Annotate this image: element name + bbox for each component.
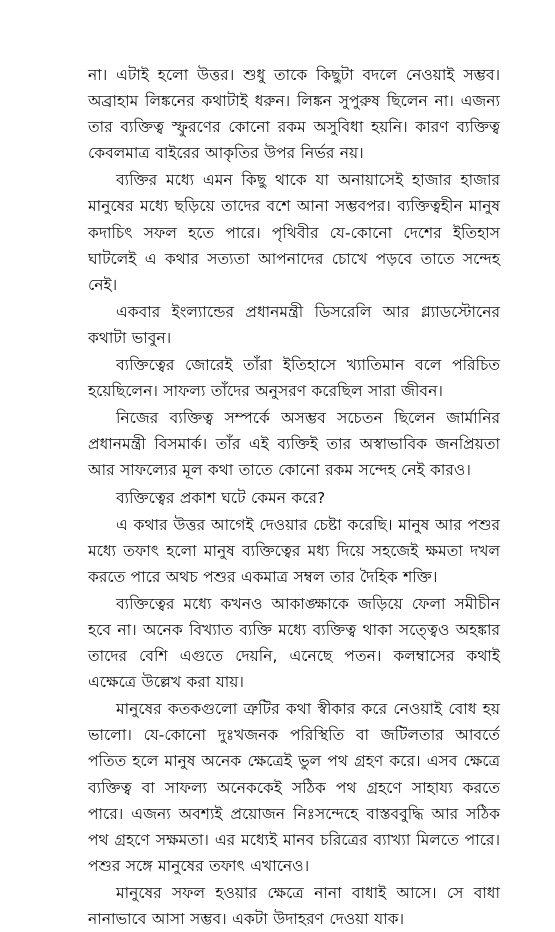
paragraph-10: মানুষের সফল হওয়ার ক্ষেত্রে নানা বাধাই আসে। সে বাধা নানাভাবে আসা সম্ভব। একটা উদাহরণ দেওয়া যাক। bbox=[88, 883, 500, 928]
paragraph-8: ব্যক্তিত্বের মধ্যে কখনও আকাঙ্ক্ষাকে জড়িয়ে ফেলা সমীচীন হবে না। অনেক বিখ্যাত ব্যক্তি মধ্যে ব্যক্তিত্ব থাকা সত্ত্বেও অহঙ্কার তাদের বেশি এগুতে দেয়নি, এনেছে পতন। কলম্বাসের কথাই এক্ষেত্রে উল্লেখ করা যায়। bbox=[88, 594, 500, 692]
paragraph-3: একবার ইংল্যান্ডের প্রধানমন্ত্রী ডিসরেলি আর গ্ল্যাডস্টোনের কথাটা ভাবুন। bbox=[88, 302, 500, 347]
body-text bbox=[88, 62, 500, 932]
paragraph-2: ব্যক্তির মধ্যে এমন কিছু থাকে যা অনায়াসেই হাজার হাজার মানুষের মধ্যে ছড়িয়ে তাদের বশে আনা সম্ভবপর। ব্যক্তিত্বহীন মানুষ কদাচিৎ সফল হতে পারে। পৃথিবীর যে-কোনো দেশের ইতিহাস ঘাটলেই এ কথার সত্যতা আপনাদের চোখে পড়বে তাতে সন্দেহ নেই। bbox=[88, 171, 500, 294]
paragraph-7: এ কথার উত্তর আগেই দেওয়ার চেষ্টা করেছি। মানুষ আর পশুর মধ্যে তফাৎ হলো মানুষ ব্যক্তিত্বের মধ্য দিয়ে সহজেই ক্ষমতা দখল করতে পারে অথচ পশুর একমাত্র সম্বল তার দৈহিক শক্তি। bbox=[88, 515, 500, 586]
paragraph-9: মানুষের কতকগুলো ত্রুটির কথা স্বীকার করে নেওয়াই বোধ হয় ভালো। যে-কোনো দুঃখজনক পরিস্থিতি বা জটিলতার আবর্তে পতিত হলে মানুষ অনেক ক্ষেত্রেই ভুল পথ গ্রহণ করে। এসব ক্ষেত্রে ব্যক্তিত্ব বা সাফল্য অনেককেই সঠিক পথ গ্রহণে সাহায্য করতে পারে। এজন্য অবশ্যই প্রয়োজন নিঃসন্দেহে বাস্তববুদ্ধি আর সঠিক পথ গ্রহণে সক্ষমতা। এর মধ্যেই মানব চরিত্রের ব্যাখ্যা মিলতে পারে। পশুর সঙ্গে মানুষের তফাৎ এখানেও। bbox=[88, 700, 500, 875]
paragraph-6: ব্যক্তিত্বের প্রকাশ ঘটে কেমন করে? bbox=[116, 488, 326, 507]
paragraph-5: নিজের ব্যক্তিত্ব সম্পর্কে অসম্ভব সচেতন ছিলেন জার্মানির প্রধানমন্ত্রী বিসমার্ক। তাঁর এই ব্যক্তিই তার অস্বাভাবিক জনপ্রিয়তা আর সাফল্যের মূল কথা তাতে কোনো রকম সন্দেহ নেই কারও। bbox=[88, 409, 500, 480]
paragraph-1: না। এটাই হলো উত্তর। শুধু তাকে কিছুটা বদলে নেওয়াই সম্ভব। অব্রাহাম লিঙ্কনের কথাটাই ধরুন। লিঙ্কন সুপুরুষ ছিলেন না। এজন্য তার ব্যক্তিত্ব স্ফুরণের কোনো রকম অসুবিধা হয়নি। কারণ ব্যক্তিত্ব কেবলমাত্র বাইরের আকৃতির উপর নির্ভর নয়। bbox=[88, 66, 500, 163]
paragraph-4: ব্যক্তিত্বের জোরেই তাঁরা ইতিহাসে খ্যাতিমান বলে পরিচিত হয়েছিলেন। সাফল্য তাঁদের অনুসরণ করেছিল সারা জীবন। bbox=[88, 356, 500, 401]
